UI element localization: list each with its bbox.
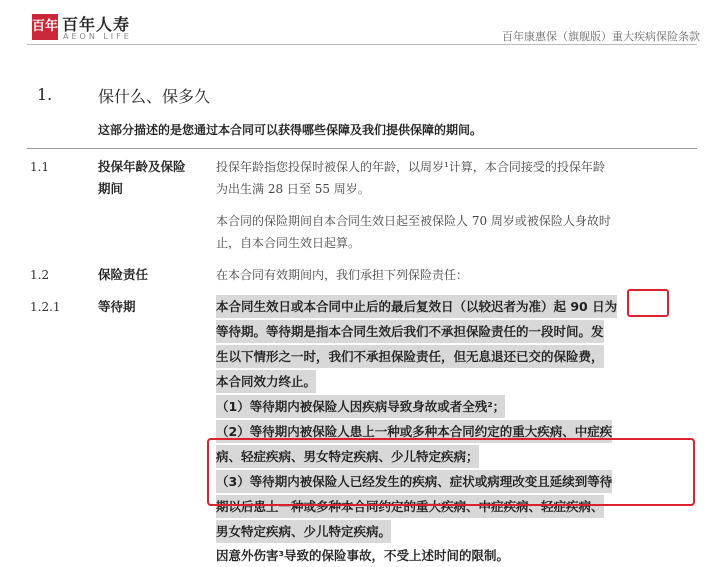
red-highlight-box-clause-3 [207,438,695,506]
highlighted-line: （2）等待期内被保险人患上一种或多种本合同约定的重大疾病、中症疾 [216,420,612,443]
clause-paragraph-1-2: 在本合同有效期间内，我们承担下列保险责任： [216,268,469,282]
highlighted-line: 本合同生效日或本合同中止后的最后复效日（以较迟者为准）起 90 日为 [216,295,617,318]
highlighted-line: 生以下情形之一时，我们不承担保险责任，但无息退还已交的保险费， [216,345,604,368]
clause-number-1-2: 1.2 [30,268,50,282]
clause-term-1-1 [98,156,186,200]
paragraph-line: 止，自本合同生效日起算。 [216,236,361,250]
clause-term-line: 期间 [98,181,124,196]
clause-paragraph-1-1a [216,156,684,200]
paragraph-line: 为出生满 28 日至 55 周岁。 [216,182,370,196]
header-divider [27,44,697,45]
company-name-en: AEON LIFE [63,32,132,41]
exception-line: 因意外伤害³导致的保险事故，不受上述时间的限制。 [216,548,509,563]
section-title: 保什么、保多久 [98,87,211,106]
page-header [0,0,724,44]
section-number: 1. [37,85,53,104]
clause-term-1-2: 保险责任 [98,267,149,282]
red-highlight-box-90-days [627,289,669,317]
paragraph-line: 投保年龄指您投保时被保人的年龄，以周岁¹计算，本合同接受的投保年龄 [216,160,605,174]
clause-number-1-1: 1.1 [30,160,50,174]
clause-term-line: 投保年龄及保险 [98,159,186,174]
paragraph-line: 本合同的保险期间自本合同生效日起至被保险人 70 周岁或被保险人身故时 [216,214,611,228]
highlighted-line: （3）等待期内被保险人已经发生的疾病、症状或病理改变且延续到等待 [216,470,612,493]
clause-term-1-2-1: 等待期 [98,299,136,314]
waiting-period-text [216,294,686,567]
clause-paragraph-1-1b [216,210,684,254]
document-title: 百年康惠保（旗舰版）重大疾病保险条款 [502,30,700,43]
highlighted-line: 本合同效力终止。 [216,370,316,393]
highlighted-line: 期以后患上一种或多种本合同约定的重大疾病、中症疾病、轻症疾病、 [216,495,604,518]
section-description: 这部分描述的是您通过本合同可以获得哪些保障及我们提供保障的期间。 [98,123,483,137]
company-logo-mark: 百年 [32,14,58,40]
section-divider [27,148,697,149]
highlighted-line: 等待期。等待期是指本合同生效后我们不承担保险责任的一段时间。发 [216,320,604,343]
clause-number-1-2-1: 1.2.1 [30,300,61,314]
highlighted-line: 病、轻症疾病、男女特定疾病、少儿特定疾病； [216,445,479,468]
company-name-cn: 百年人寿 [62,15,131,34]
highlighted-line: 男女特定疾病、少儿特定疾病。 [216,520,391,543]
highlighted-line: （1）等待期内被保险人因疾病导致身故或者全残²； [216,395,505,418]
